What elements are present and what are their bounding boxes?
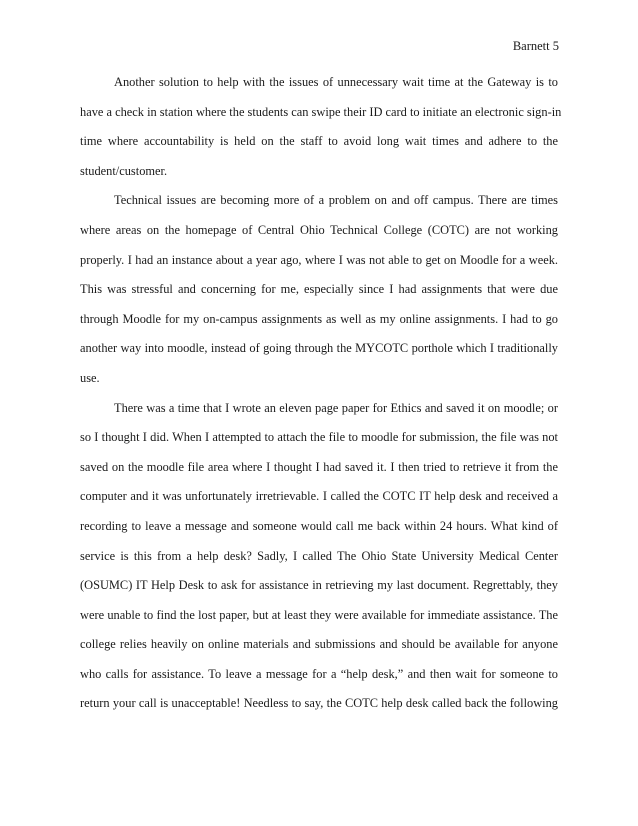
text-line: through Moodle for my on-campus assignments as well as my online assignments. I had to go <box>80 311 558 326</box>
text-line: where areas on the homepage of Central Ohio Technical College (COTC) are not working <box>80 222 558 237</box>
text-line: who calls for assistance. To leave a message for a “help desk,” and then wait for someone to <box>80 666 558 681</box>
paragraph <box>80 192 558 399</box>
paragraph <box>80 74 562 192</box>
body-text <box>80 74 562 725</box>
text-line: (OSUMC) IT Help Desk to ask for assistance in retrieving my last document. Regrettably, they <box>80 578 558 593</box>
text-line: college relies heavily on online materials and submissions and should be available for anyone <box>80 637 558 652</box>
text-line: Technical issues are becoming more of a problem on and off campus. There are times <box>114 193 558 208</box>
text-line: saved on the moodle file area where I thought I had saved it. I then tried to retrieve it from the <box>80 459 558 474</box>
text-line: computer and it was unfortunately irretrievable. I called the COTC IT help desk and received a <box>80 489 558 504</box>
text-line: another way into moodle, instead of going through the MYCOTC porthole which I traditionally <box>80 341 558 356</box>
text-line: time where accountability is held on the staff to avoid long wait times and adhere to the <box>80 134 558 149</box>
text-line: have a check in station where the students can swipe their ID card to initiate an electronic sign-in <box>80 104 562 119</box>
text-line: This was stressful and concerning for me, especially since I had assignments that were due <box>80 282 558 297</box>
paragraph <box>80 400 558 726</box>
running-head: Barnett 5 <box>512 39 559 53</box>
text-line: student/customer. <box>80 163 168 178</box>
text-line: use. <box>80 370 100 385</box>
text-line: recording to leave a message and someone would call me back within 24 hours. What kind of <box>80 518 558 533</box>
text-line: so I thought I did. When I attempted to attach the file to moodle for submission, the file was not <box>80 430 558 445</box>
text-line: There was a time that I wrote an eleven page paper for Ethics and saved it on moodle; or <box>114 400 558 415</box>
text-line: Another solution to help with the issues of unnecessary wait time at the Gateway is to <box>114 75 558 89</box>
text-line: properly. I had an instance about a year ago, where I was not able to get on Moodle for a week. <box>80 252 558 267</box>
text-line: return your call is unacceptable! Needless to say, the COTC help desk called back the following <box>80 696 558 711</box>
text-line: were unable to find the lost paper, but at least they were available for immediate assistance. The <box>80 607 558 622</box>
text-line: service is this from a help desk? Sadly, I called The Ohio State University Medical Center <box>80 548 558 563</box>
